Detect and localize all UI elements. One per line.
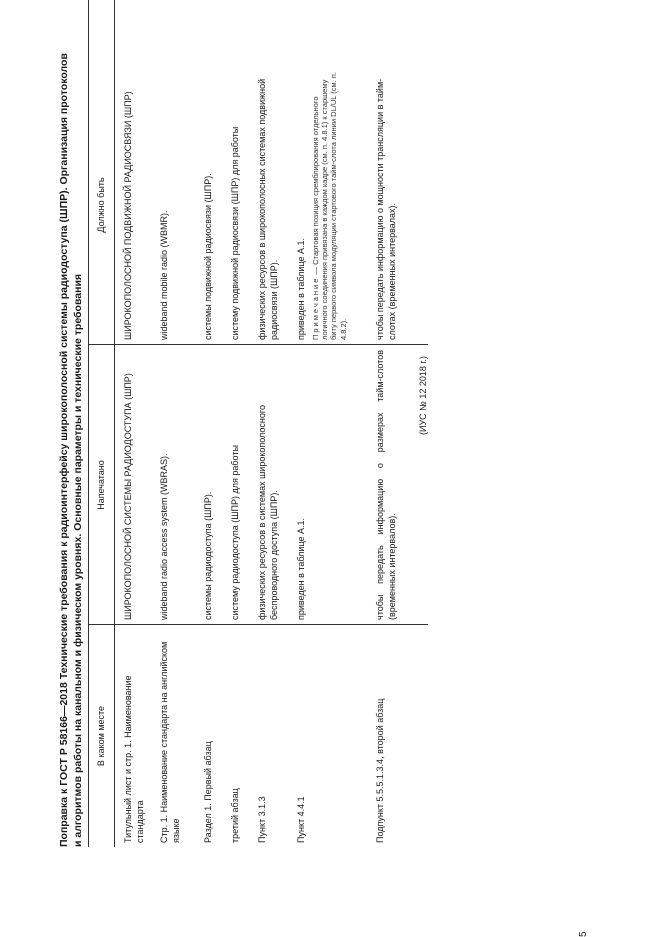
page-title: Поправка к ГОСТ Р 58166—2018 Технические требования к радиоинтерфейсу широкополосной системы радиодоступа (ШПР). Организация протоколов и алгоритмов работы на канальном и физическом уровнях. Основные параметры и технические требования bbox=[58, 53, 84, 847]
column-divider-2 bbox=[88, 344, 428, 345]
row6-should-block bbox=[295, 70, 348, 340]
row2-place: Стр. 1. Наименование стандарта на английском языке bbox=[159, 641, 181, 843]
table-header-line bbox=[114, 0, 115, 847]
row6-printed: приведен в таблице А.1. bbox=[296, 517, 306, 620]
row7-printed: чтобы передать информацию о размерах тайм-слотов (временных интервалов). bbox=[375, 350, 397, 620]
row1-should: ШИРОКОПОЛОСНОЙ ПОДВИЖНОЙ РАДИОСВЯЗИ (ШПР) bbox=[123, 91, 133, 340]
column-divider-1 bbox=[88, 624, 428, 625]
page-number: 5 bbox=[578, 931, 589, 937]
row3-printed: системы радиодоступа (ШПР). bbox=[203, 491, 213, 620]
row5-printed: физических ресурсов в системах широкополосного беспроводного доступа (ШПР). bbox=[257, 405, 279, 620]
header-should: Должно быть bbox=[96, 177, 106, 233]
row4-printed: систему радиодоступа (ШПР) для работы bbox=[230, 445, 240, 620]
row6-note-text: — Стартовая позиция сремблирования отдельного логичного соединения привязана в каждом кадре (см. п. 4.8.1) к старшему биту первого символа модуляции стартового тайм-слота линии DL/UL (см. п. 4.8.2). bbox=[311, 72, 348, 340]
header-place: В каком месте bbox=[96, 705, 106, 767]
row6-note-label: Примечание bbox=[311, 276, 320, 340]
row6-should: приведен в таблице А.1. bbox=[296, 237, 306, 340]
row2-should: wideband mobile radio (WBMR). bbox=[159, 210, 169, 340]
header-printed: Напечатано bbox=[96, 460, 106, 510]
row3-should: системы подвижной радиосвязи (ШПР). bbox=[203, 173, 213, 340]
row3-place: Раздел 1. Первый абзац bbox=[203, 741, 213, 843]
row6-place: Пункт 4.4.1 bbox=[296, 796, 306, 843]
row4-place: третий абзац bbox=[230, 788, 240, 843]
row7-place: Подпункт 5.5.5.1.3.4, второй абзац bbox=[375, 698, 385, 843]
row4-should: систему подвижной радиосвязи (ШПР) для работы bbox=[230, 126, 240, 340]
row1-place: Титульный лист и стр. 1. Наименование стандарта bbox=[123, 675, 145, 843]
row1-printed: ШИРОКОПОЛОСНОЙ СИСТЕМЫ РАДИОДОСТУПА (ШПР) bbox=[123, 373, 133, 620]
row5-place: Пункт 3.1.3 bbox=[257, 796, 267, 843]
row5-should: физических ресурсов в широкополосных системах подвижной радиосвязи (ШПР). bbox=[257, 78, 279, 340]
row2-printed: wideband radio access system (WBRAS). bbox=[159, 453, 169, 620]
row7-should: чтобы передать информацию о мощности трансляции в тайм-слотах (временных интервалах). bbox=[375, 78, 397, 340]
row6-note bbox=[311, 70, 348, 340]
ius-reference: (ИУС № 12 2018 г.) bbox=[418, 355, 428, 435]
